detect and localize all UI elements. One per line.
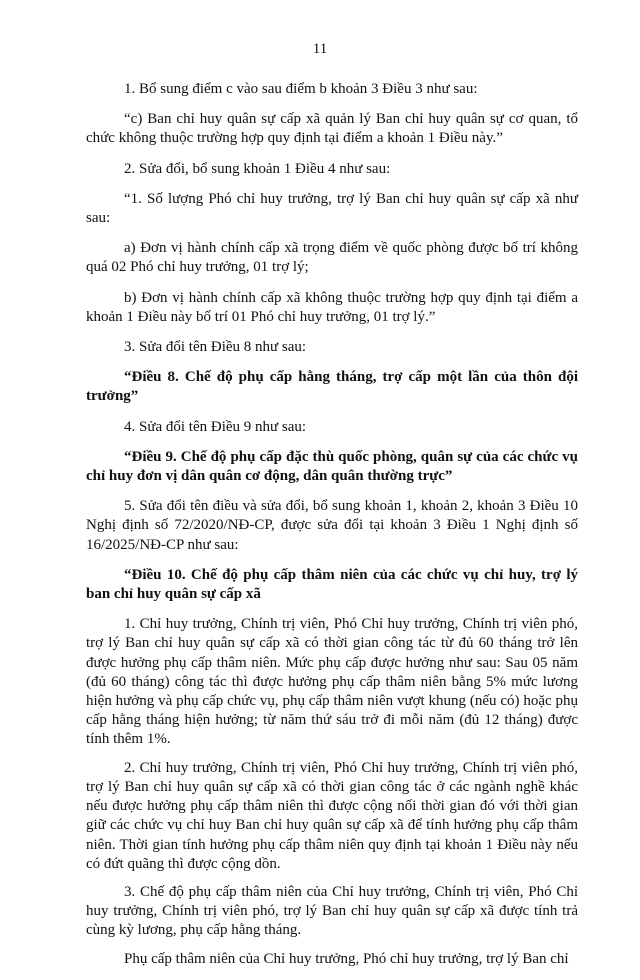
paragraph-3: 3. Sửa đổi tên Điều 8 như sau: xyxy=(124,339,307,356)
heading-article-10: “Điều 10. Chế độ phụ cấp thâm niên của các chức vụ chỉ huy, trợ lý ban chỉ huy quân sự cấp xã xyxy=(86,566,578,603)
paragraph-1: 1. Bổ sung điểm c vào sau điểm b khoản 3 Điều 3 như sau: xyxy=(124,81,478,97)
paragraph-quote-c: “c) Ban chỉ huy quân sự cấp xã quản lý Ban chỉ huy quân sự cơ quan, tổ chức không thuộc trường hợp quy định tại điểm a khoản 1 Điều này.” xyxy=(86,111,578,147)
paragraph-continuation: Phụ cấp thâm niên của Chỉ huy trưởng, Phó chỉ huy trưởng, trợ lý Ban chỉ xyxy=(124,950,569,967)
paragraph-2: 2. Sửa đổi, bổ sung khoản 1 Điều 4 như sau: xyxy=(124,160,391,177)
paragraph-point-a: a) Đơn vị hành chính cấp xã trọng điểm về quốc phòng được bố trí không quá 02 Phó chỉ huy trưởng, 01 trợ lý; xyxy=(86,240,578,276)
paragraph-article-10-clause-1: 1. Chỉ huy trưởng, Chính trị viên, Phó Chỉ huy trưởng, Chính trị viên phó, trợ lý Ban chỉ huy quân sự cấp xã có thời gian công tác từ đủ 60 tháng trở lên được hưởng phụ cấp thâm niên. Mức phụ cấp được hưởng như sau: Sau 05 năm (đủ 60 tháng) công tác thì được hưởng phụ cấp thâm niên bằng 5% mức lương hiện hưởng và phụ cấp chức vụ, phụ cấp thâm niên vượt khung (nếu có) hoặc phụ cấp hằng tháng hiện hưởng; từ năm thứ sáu trở đi mỗi năm (đủ 12 tháng) được tính thêm 1%. xyxy=(86,616,578,748)
page-number: 11 xyxy=(312,41,328,57)
paragraph-quote-1: “1. Số lượng Phó chỉ huy trưởng, trợ lý Ban chỉ huy quân sự cấp xã như sau: xyxy=(86,190,578,227)
paragraph-point-b: b) Đơn vị hành chính cấp xã không thuộc trường hợp quy định tại điểm a khoản 1 Điều này bố trí 01 Phó chỉ huy trưởng, 01 trợ lý.” xyxy=(86,289,578,325)
heading-article-9: “Điều 9. Chế độ phụ cấp đặc thù quốc phòng, quân sự của các chức vụ chỉ huy đơn vị dân quân cơ động, dân quân thường trực” xyxy=(86,448,578,485)
heading-article-8: “Điều 8. Chế độ phụ cấp hằng tháng, trợ cấp một lần của thôn đội trưởng” xyxy=(86,369,578,405)
paragraph-article-10-clause-2: 2. Chỉ huy trưởng, Chính trị viên, Phó Chỉ huy trưởng, Chính trị viên phó, trợ lý Ban chỉ huy quân sự cấp xã có thời gian công tác ở các ngành nghề khác nếu được hưởng phụ cấp thâm niên thì được cộng nối thời gian đó với thời gian giữ các chức vụ chỉ huy Ban chỉ huy quân sự cấp xã để tính hưởng phụ cấp thâm niên. Thời gian tính hưởng phụ cấp thâm niên quy định tại khoản 1 Điều này nếu có đứt quãng thì được cộng dồn. xyxy=(86,759,578,872)
paragraph-5: 5. Sửa đổi tên điều và sửa đổi, bổ sung khoản 1, khoản 2, khoản 3 Điều 10 Nghị định số 72/2020/NĐ-CP, được sửa đổi tại khoản 3 Điều 1 Nghị định số 16/2025/NĐ-CP như sau: xyxy=(86,498,578,553)
paragraph-article-10-clause-3: 3. Chế độ phụ cấp thâm niên của Chỉ huy trưởng, Chính trị viên, Phó Chỉ huy trưởng, Chính trị viên phó, trợ lý Ban chỉ huy quân sự cấp xã được tính trả cùng kỳ lương, phụ cấp hằng tháng. xyxy=(86,883,578,939)
paragraph-4: 4. Sửa đổi tên Điều 9 như sau: xyxy=(124,418,307,435)
document-body xyxy=(86,80,578,980)
